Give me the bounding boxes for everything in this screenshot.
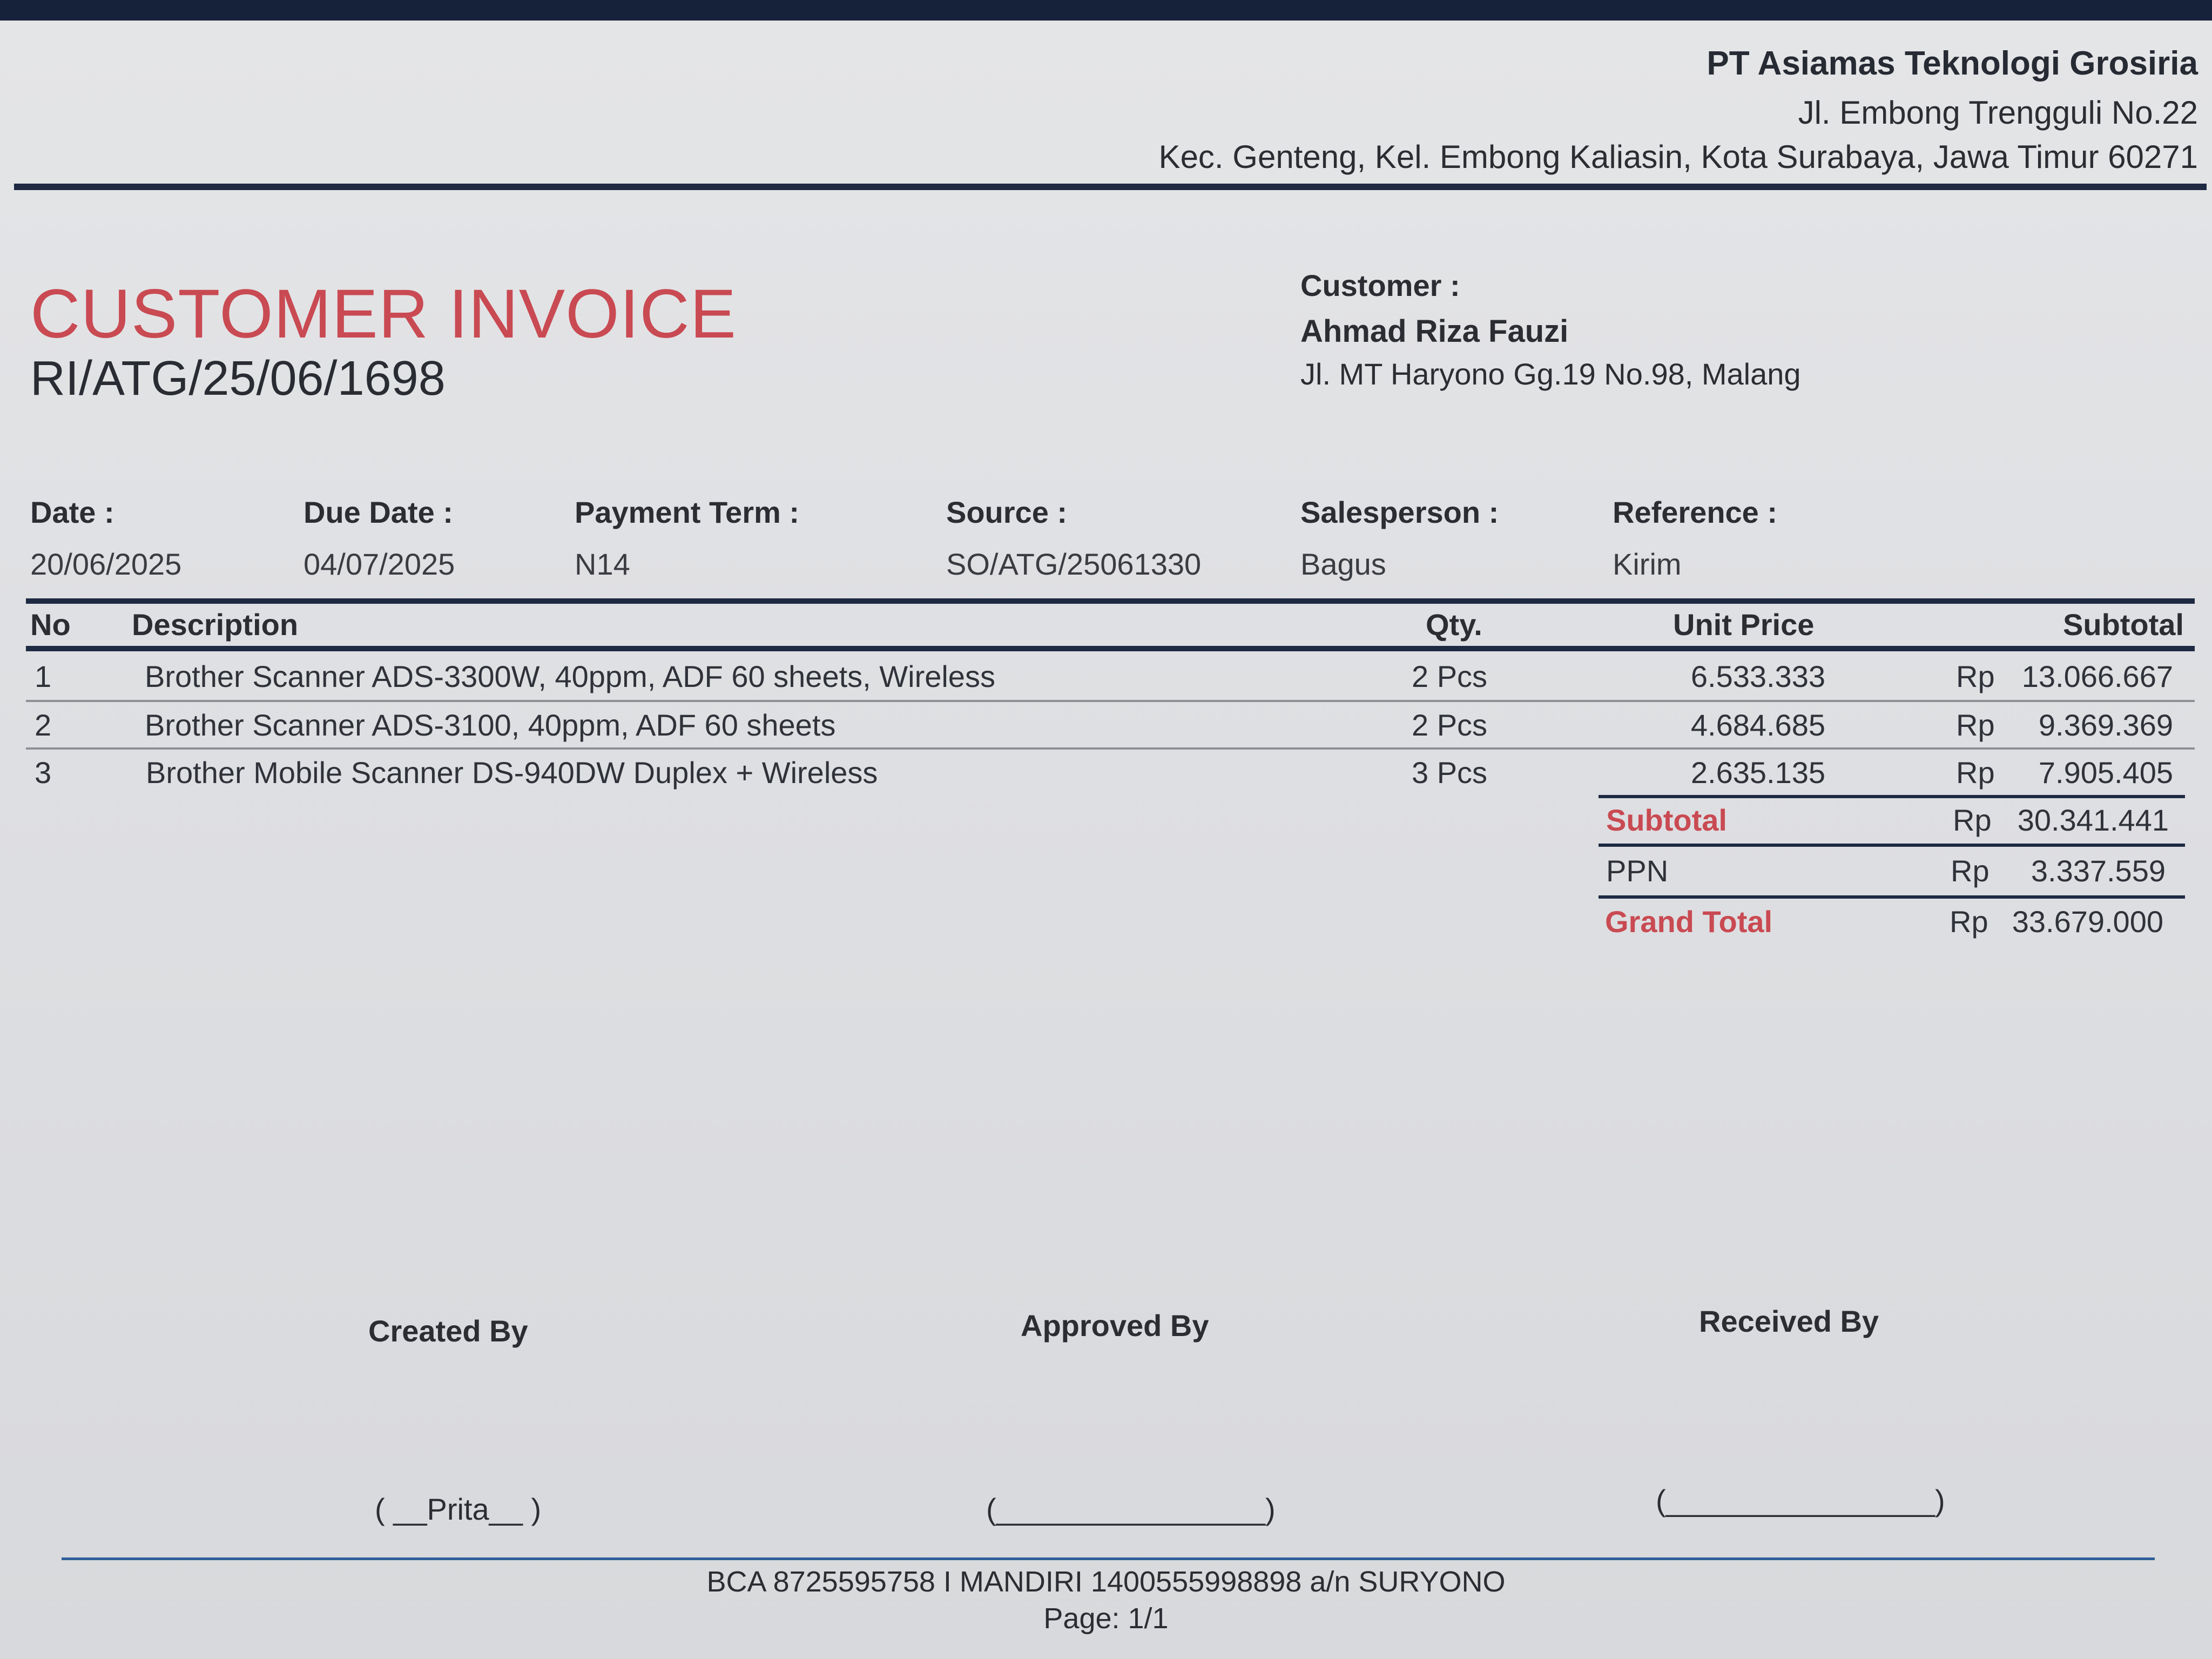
subtotal-currency: Rp xyxy=(1953,803,1992,837)
grand-total-currency: Rp xyxy=(1950,905,1988,939)
due-date-value: 04/07/2025 xyxy=(304,547,455,581)
ppn-value: 3.337.559 xyxy=(2031,854,2166,888)
subtotal-label: Subtotal xyxy=(1606,803,1727,837)
row-no: 3 xyxy=(35,756,52,790)
salesperson-value: Bagus xyxy=(1300,547,1386,581)
source-value: SO/ATG/25061330 xyxy=(946,547,1202,581)
totals-rule xyxy=(1599,895,2185,899)
row-unit-price: 2.635.135 xyxy=(1690,756,1825,790)
row-description: Brother Scanner ADS-3100, 40ppm, ADF 60 sheets xyxy=(145,708,836,742)
header-unit-price: Unit Price xyxy=(1673,608,1815,642)
source-label: Source : xyxy=(946,495,1068,529)
totals-rule xyxy=(1599,844,2185,847)
approved-by-label: Approved By xyxy=(1021,1309,1209,1343)
table-header-rule xyxy=(26,646,2195,651)
date-value: 20/06/2025 xyxy=(30,547,182,581)
row-subtotal: 9.369.369 xyxy=(2038,708,2173,742)
reference-value: Kirim xyxy=(1613,547,1682,581)
reference-label: Reference : xyxy=(1613,495,1778,529)
ppn-currency: Rp xyxy=(1951,854,1990,888)
invoice-page xyxy=(0,21,2212,1659)
row-divider xyxy=(26,700,2195,702)
customer-name: Ahmad Riza Fauzi xyxy=(1300,314,1569,349)
customer-address: Jl. MT Haryono Gg.19 No.98, Malang xyxy=(1300,357,1801,391)
created-by-signature: ( __Prita__ ) xyxy=(375,1492,542,1526)
invoice-number: RI/ATG/25/06/1698 xyxy=(30,352,446,406)
row-description: Brother Scanner ADS-3300W, 40ppm, ADF 60 sheets, Wireless xyxy=(145,659,995,693)
row-qty: 3 Pcs xyxy=(1412,756,1488,790)
row-unit-price: 4.684.685 xyxy=(1690,708,1825,742)
header-divider xyxy=(14,184,2207,190)
row-description: Brother Mobile Scanner DS-940DW Duplex + Wireless xyxy=(146,756,878,790)
company-name: PT Asiamas Teknologi Grosiria xyxy=(1707,45,2198,82)
totals-rule xyxy=(1599,795,2185,798)
received-by-signature: (________________) xyxy=(1656,1483,1945,1518)
row-qty: 2 Pcs xyxy=(1412,708,1488,742)
row-subtotal: 7.905.405 xyxy=(2038,756,2173,790)
company-address-line1: Jl. Embong Trengguli No.22 xyxy=(1798,95,2198,131)
received-by-label: Received By xyxy=(1699,1304,1879,1338)
document-title: CUSTOMER INVOICE xyxy=(30,275,737,353)
row-no: 2 xyxy=(35,708,52,742)
due-date-label: Due Date : xyxy=(304,495,453,529)
page-number: Page: 1/1 xyxy=(1043,1602,1169,1635)
row-subtotal: 13.066.667 xyxy=(2021,659,2173,693)
bank-accounts: BCA 8725595758 I MANDIRI 1400555998898 a/n SURYONO xyxy=(706,1566,1506,1598)
header-description: Description xyxy=(132,608,299,642)
created-by-label: Created By xyxy=(368,1314,528,1348)
row-no: 1 xyxy=(35,659,52,693)
header-subtotal: Subtotal xyxy=(2063,608,2184,642)
row-unit-price: 6.533.333 xyxy=(1690,659,1825,693)
grand-total-value: 33.679.000 xyxy=(2012,905,2163,939)
company-address-line2: Kec. Genteng, Kel. Embong Kaliasin, Kota Surabaya, Jawa Timur 60271 xyxy=(1158,139,2198,175)
row-currency: Rp xyxy=(1956,708,1995,742)
header-no: No xyxy=(30,608,71,642)
payment-term-value: N14 xyxy=(575,547,630,581)
screen-bezel xyxy=(0,0,2212,21)
payment-term-label: Payment Term : xyxy=(575,495,799,529)
salesperson-label: Salesperson : xyxy=(1300,495,1499,529)
customer-label: Customer : xyxy=(1300,268,1460,302)
date-label: Date : xyxy=(30,495,114,529)
grand-total-label: Grand Total xyxy=(1605,905,1773,939)
ppn-label: PPN xyxy=(1606,854,1669,888)
row-currency: Rp xyxy=(1956,756,1995,790)
header-qty: Qty. xyxy=(1426,608,1482,642)
subtotal-value: 30.341.441 xyxy=(2017,803,2169,837)
approved-by-signature: (________________) xyxy=(986,1492,1276,1526)
row-currency: Rp xyxy=(1956,659,1995,693)
row-divider xyxy=(26,747,2195,750)
row-qty: 2 Pcs xyxy=(1412,659,1488,693)
footer-divider xyxy=(62,1557,2155,1560)
table-top-rule xyxy=(26,598,2195,604)
